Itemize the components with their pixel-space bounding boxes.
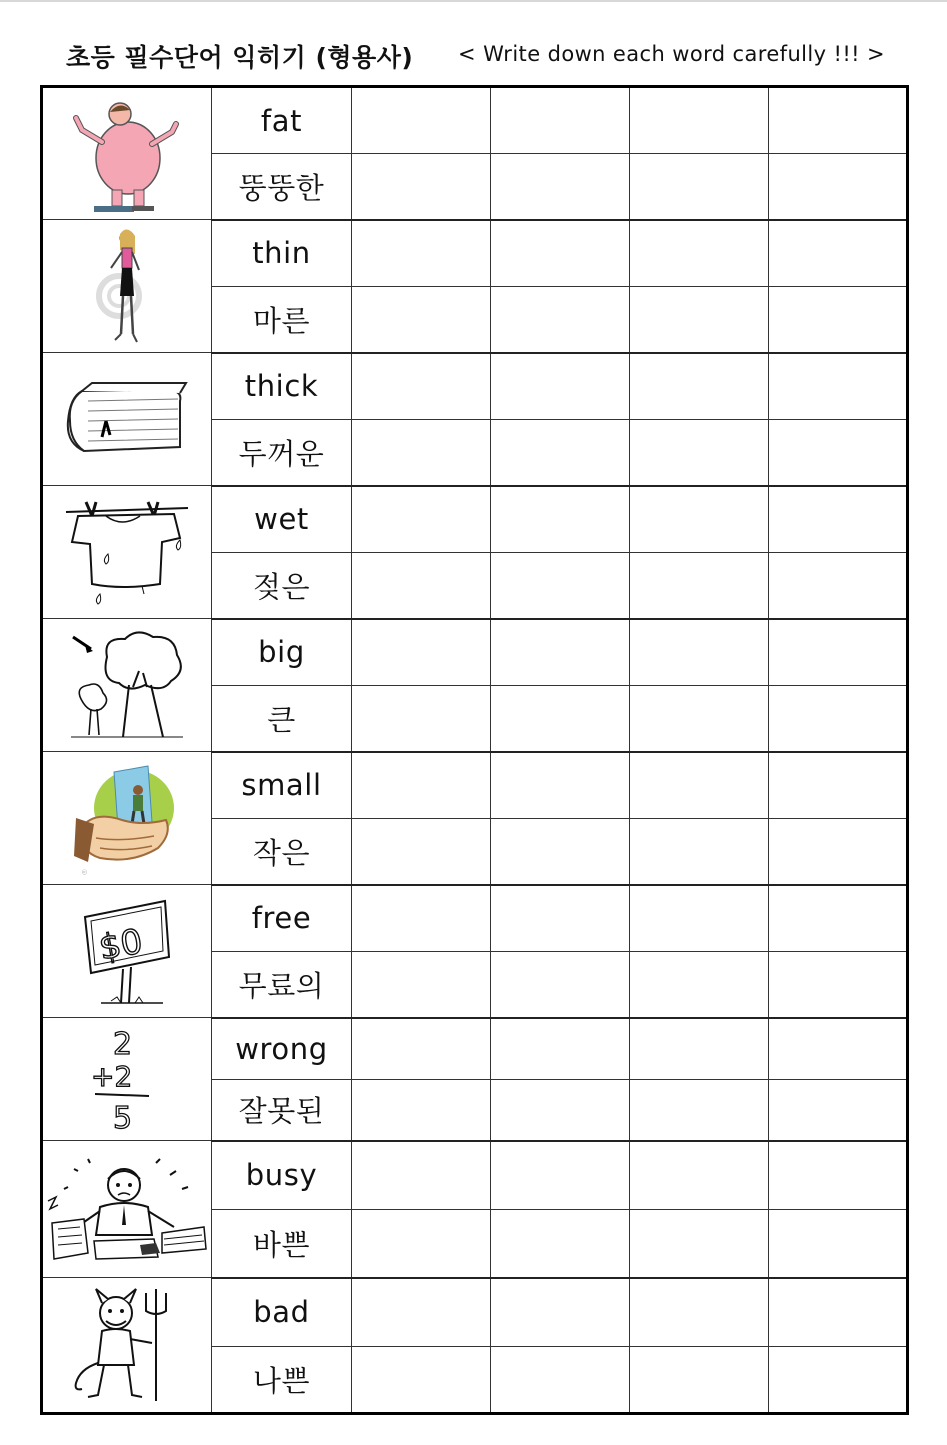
korean-word: 마른 [212, 287, 352, 353]
devil-icon [72, 1283, 182, 1407]
svg-text:$0: $0 [96, 921, 146, 969]
writing-box[interactable] [630, 486, 769, 553]
writing-box[interactable] [769, 87, 908, 154]
writing-box[interactable] [769, 1210, 908, 1278]
writing-box[interactable] [769, 154, 908, 220]
korean-word: 무료의 [212, 952, 352, 1018]
writing-box[interactable] [769, 952, 908, 1018]
writing-box[interactable] [630, 752, 769, 819]
writing-box[interactable] [352, 885, 491, 952]
big-tree-icon [67, 627, 187, 743]
writing-box[interactable] [491, 420, 630, 486]
wrong-math-icon [87, 1024, 167, 1134]
writing-box[interactable] [352, 1278, 491, 1347]
writing-box[interactable] [491, 1141, 630, 1210]
writing-box[interactable] [491, 686, 630, 752]
zero-dollar-sign-icon [77, 893, 177, 1009]
writing-box[interactable] [491, 752, 630, 819]
svg-text:ⓒ: ⓒ [82, 870, 88, 876]
picture-cell [42, 619, 212, 752]
writing-box[interactable] [352, 154, 491, 220]
worksheet-header [66, 38, 916, 72]
english-word: big [212, 619, 352, 686]
word-row-english [42, 1018, 908, 1080]
writing-box[interactable] [630, 420, 769, 486]
writing-box[interactable] [352, 1347, 491, 1414]
writing-box[interactable] [491, 154, 630, 220]
writing-box[interactable] [491, 885, 630, 952]
word-row-english [42, 1141, 908, 1210]
top-edge-line [0, 0, 947, 2]
writing-box[interactable] [491, 1018, 630, 1080]
writing-box[interactable] [491, 1210, 630, 1278]
writing-box[interactable] [630, 87, 769, 154]
writing-box[interactable] [769, 1080, 908, 1141]
writing-box[interactable] [630, 1278, 769, 1347]
picture-cell [42, 220, 212, 353]
writing-box[interactable] [491, 619, 630, 686]
writing-box[interactable] [491, 287, 630, 353]
writing-box[interactable] [630, 885, 769, 952]
writing-box[interactable] [491, 87, 630, 154]
thin-woman-icon [87, 224, 167, 348]
writing-box[interactable] [769, 486, 908, 553]
writing-box[interactable] [491, 1278, 630, 1347]
writing-box[interactable] [769, 819, 908, 885]
svg-text:5: 5 [113, 1101, 133, 1134]
writing-box[interactable] [630, 287, 769, 353]
writing-box[interactable] [630, 220, 769, 287]
worksheet-title: 초등 필수단어 익히기 (형용사) [66, 43, 414, 72]
writing-box[interactable] [769, 220, 908, 287]
english-word: bad [212, 1278, 352, 1347]
korean-word: 뚱뚱한 [212, 154, 352, 220]
writing-box[interactable] [491, 220, 630, 287]
picture-cell [42, 1018, 212, 1141]
writing-box[interactable] [352, 819, 491, 885]
writing-box[interactable] [630, 1210, 769, 1278]
writing-box[interactable] [769, 1347, 908, 1414]
writing-box[interactable] [491, 1347, 630, 1414]
word-row-english [42, 885, 908, 952]
writing-box[interactable] [491, 952, 630, 1018]
writing-box[interactable] [352, 1080, 491, 1141]
writing-box[interactable] [769, 619, 908, 686]
korean-word: 젖은 [212, 553, 352, 619]
word-row-english [42, 220, 908, 287]
svg-text:2: 2 [113, 1027, 133, 1062]
writing-box[interactable] [352, 619, 491, 686]
writing-box[interactable] [630, 1018, 769, 1080]
worksheet-instruction: < Write down each word carefully !!! > [458, 42, 886, 66]
writing-box[interactable] [352, 1210, 491, 1278]
fat-person-icon [72, 92, 182, 216]
writing-box[interactable] [630, 952, 769, 1018]
writing-box[interactable] [352, 87, 491, 154]
writing-box[interactable] [769, 353, 908, 420]
korean-word: 큰 [212, 686, 352, 752]
writing-box[interactable] [769, 553, 908, 619]
picture-cell [42, 1141, 212, 1278]
small-person-in-hands-icon [72, 758, 182, 878]
english-word: thin [212, 220, 352, 287]
svg-text:+2: +2 [91, 1060, 133, 1093]
writing-box[interactable] [352, 486, 491, 553]
english-word: wrong [212, 1018, 352, 1080]
writing-box[interactable] [769, 287, 908, 353]
thick-book-icon [62, 371, 192, 467]
english-word: wet [212, 486, 352, 553]
english-word: thick [212, 353, 352, 420]
writing-box[interactable] [630, 619, 769, 686]
writing-box[interactable] [491, 819, 630, 885]
writing-box[interactable] [769, 1141, 908, 1210]
korean-word: 바쁜 [212, 1210, 352, 1278]
vocabulary-grid [40, 85, 909, 1415]
writing-box[interactable] [769, 1278, 908, 1347]
writing-box[interactable] [352, 420, 491, 486]
word-row-english [42, 619, 908, 686]
writing-box[interactable] [769, 420, 908, 486]
english-word: small [212, 752, 352, 819]
picture-cell [42, 885, 212, 1018]
writing-box[interactable] [352, 1141, 491, 1210]
word-row-english [42, 353, 908, 420]
word-row-english [42, 87, 908, 154]
korean-word: 잘못된 [212, 1080, 352, 1141]
writing-box[interactable] [630, 1080, 769, 1141]
writing-box[interactable] [630, 1347, 769, 1414]
word-row-english [42, 486, 908, 553]
picture-cell [42, 486, 212, 619]
writing-box[interactable] [630, 553, 769, 619]
writing-box[interactable] [630, 154, 769, 220]
word-row-english [42, 1278, 908, 1347]
picture-cell [42, 353, 212, 486]
writing-box[interactable] [352, 287, 491, 353]
korean-word: 두꺼운 [212, 420, 352, 486]
writing-box[interactable] [769, 1018, 908, 1080]
writing-box[interactable] [769, 885, 908, 952]
writing-box[interactable] [491, 553, 630, 619]
picture-cell [42, 752, 212, 885]
picture-cell [42, 1278, 212, 1414]
writing-box[interactable] [630, 353, 769, 420]
busy-office-worker-icon [44, 1149, 210, 1269]
writing-box[interactable] [769, 686, 908, 752]
writing-box[interactable] [630, 819, 769, 885]
writing-box[interactable] [491, 353, 630, 420]
english-word: fat [212, 87, 352, 154]
writing-box[interactable] [352, 686, 491, 752]
writing-box[interactable] [491, 486, 630, 553]
writing-box[interactable] [630, 1141, 769, 1210]
english-word: busy [212, 1141, 352, 1210]
korean-word: 나쁜 [212, 1347, 352, 1414]
writing-box[interactable] [491, 1080, 630, 1141]
writing-box[interactable] [352, 220, 491, 287]
picture-cell [42, 87, 212, 220]
word-row-english [42, 752, 908, 819]
wet-shirt-icon [62, 494, 192, 610]
writing-box[interactable] [352, 752, 491, 819]
writing-box[interactable] [352, 1018, 491, 1080]
writing-box[interactable] [352, 553, 491, 619]
writing-box[interactable] [630, 686, 769, 752]
english-word: free [212, 885, 352, 952]
writing-box[interactable] [352, 952, 491, 1018]
writing-box[interactable] [352, 353, 491, 420]
korean-word: 작은 [212, 819, 352, 885]
writing-box[interactable] [769, 752, 908, 819]
